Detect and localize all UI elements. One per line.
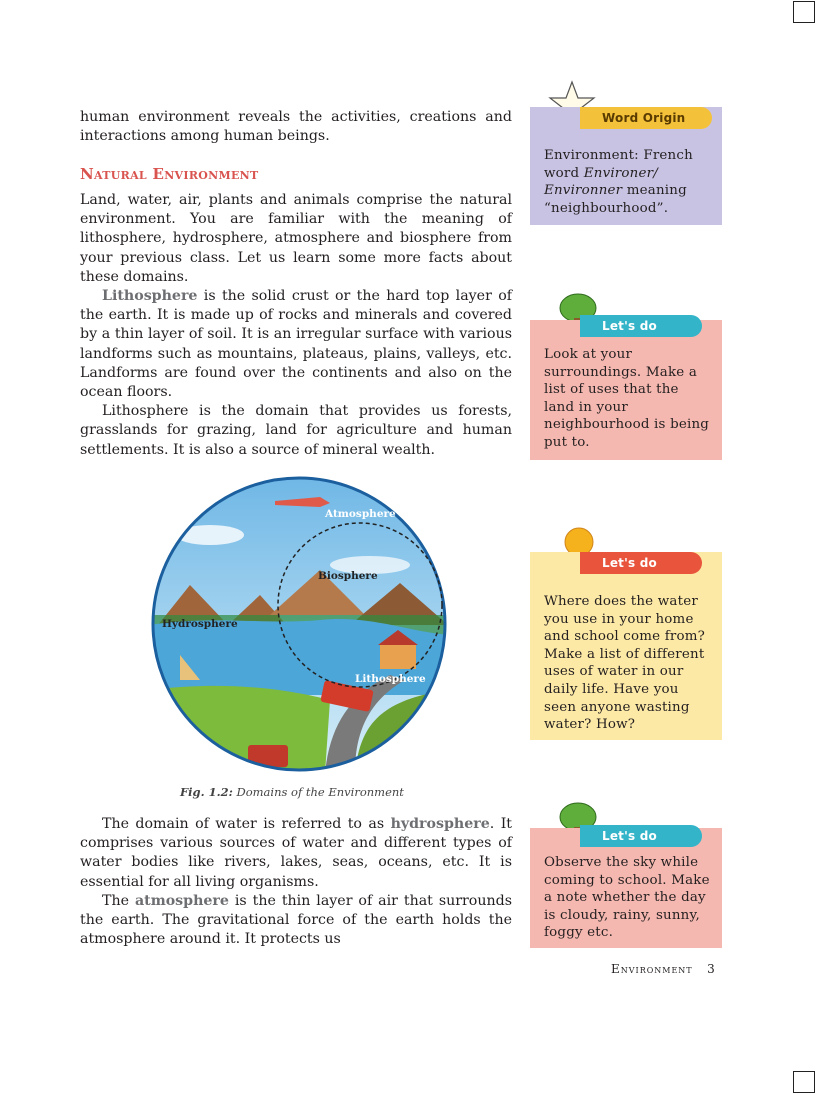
body-text-top bbox=[80, 191, 512, 460]
lets-do-box-sky bbox=[530, 828, 722, 948]
body-text-bottom bbox=[80, 815, 512, 949]
paragraph-lithosphere: Lithosphere is the solid crust or the hard top layer of the earth. It is made up of rocks and minerals and covered by a thin layer of soil. It is an irregular surface with various landforms such as mountains, plateaus, plains, valleys, etc. Landforms are found over the continents and also on the ocean floors. bbox=[80, 288, 512, 401]
paragraph-lithosphere-uses: Lithosphere is the domain that provides us forests, grasslands for grazing, land for agriculture and human settlements. It is also a source of mineral wealth. bbox=[80, 403, 512, 458]
page-number: 3 bbox=[707, 962, 716, 976]
chapter-name: Environment bbox=[611, 962, 693, 976]
figure-caption: Fig. 1.2: Domains of the Environment bbox=[180, 785, 404, 799]
crop-mark-bottom-right bbox=[793, 1071, 815, 1093]
crop-mark-top-right bbox=[793, 1, 815, 23]
lets-do-box-water bbox=[530, 552, 722, 740]
label-atmosphere: Atmosphere bbox=[325, 508, 396, 520]
section-heading: Natural Environment bbox=[80, 165, 259, 183]
label-hydrosphere: Hydrosphere bbox=[162, 618, 238, 630]
lets-do-text-2: Where does the water you use in your home and school come from? Make a list of different uses of water in our daily life. Have you seen anyone wasting water? How? bbox=[544, 594, 706, 733]
word-origin-box bbox=[530, 107, 722, 225]
paragraph-atmosphere: The atmosphere is the thin layer of air that surrounds the earth. The gravitational force of the earth holds the atmosphere around it. It protects us bbox=[80, 892, 512, 948]
cloud-icon bbox=[176, 525, 244, 545]
label-biosphere: Biosphere bbox=[318, 570, 378, 582]
running-footer bbox=[611, 962, 716, 976]
label-lithosphere: Lithosphere bbox=[355, 673, 426, 685]
lets-do-box-land bbox=[530, 320, 722, 460]
word-origin-tag: Word Origin bbox=[580, 107, 712, 129]
lets-do-tag-1: Let's do bbox=[580, 315, 702, 337]
word-origin-text: Environment: French word Environer/ Environner meaning “neighbourhood”. bbox=[544, 148, 693, 216]
lets-do-tag-3: Let's do bbox=[580, 825, 702, 847]
paragraph-natural: Land, water, air, plants and animals comprise the natural environment. You are familiar with the meaning of lithosphere, hydrosphere, atmosphere and biosphere from your previous class. Let us learn some more facts about these domains. bbox=[80, 192, 512, 285]
intro-paragraph: human environment reveals the activities, creations and interactions among human beings. bbox=[80, 109, 512, 145]
lets-do-text-1: Look at your surroundings. Make a list of uses that the land in your neighbourhood is being put to. bbox=[544, 347, 710, 450]
lets-do-tag-2: Let's do bbox=[580, 552, 702, 574]
environment-domains-illustration bbox=[150, 475, 448, 773]
fields bbox=[150, 686, 330, 773]
paragraph-hydrosphere: The domain of water is referred to as hydrosphere. It comprises various sources of water and different types of water bodies like rivers, lakes, seas, oceans, etc. It is essential for all living organisms. bbox=[80, 816, 512, 890]
lets-do-text-3: Observe the sky while coming to school. Make a note whether the day is cloudy, rainy, sunny, foggy etc. bbox=[544, 855, 710, 941]
